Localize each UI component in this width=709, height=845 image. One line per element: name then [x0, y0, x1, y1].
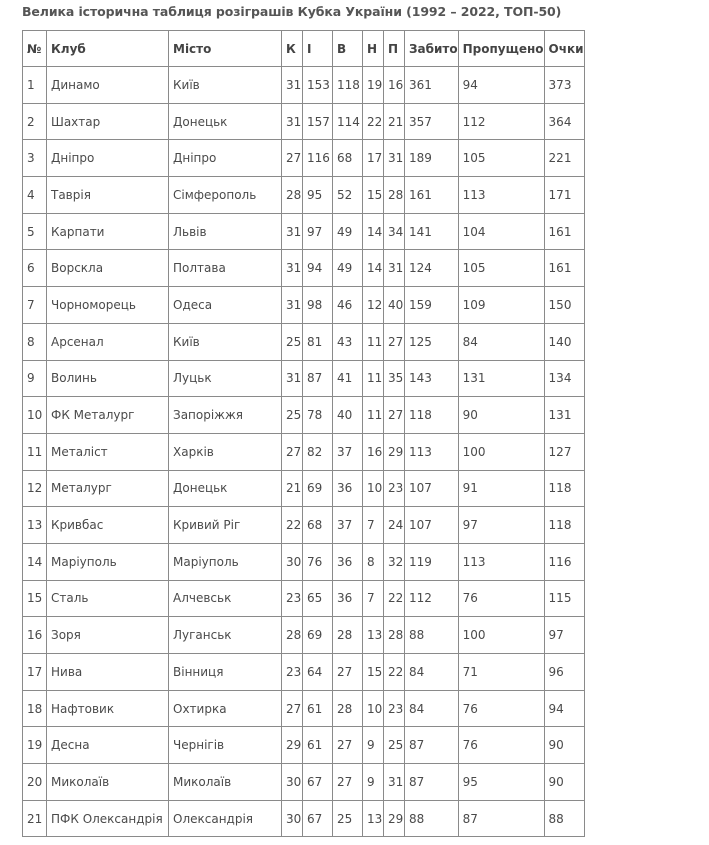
cell-goals-for: 87	[405, 727, 459, 764]
header-club: Клуб	[47, 31, 169, 67]
cell-draws: 19	[363, 67, 384, 104]
cell-wins: 43	[333, 323, 363, 360]
cell-points: 131	[544, 397, 584, 434]
cell-draws: 22	[363, 103, 384, 140]
cell-rank: 10	[23, 397, 47, 434]
cell-goals-against: 84	[458, 323, 544, 360]
cell-points: 90	[544, 764, 584, 801]
cell-wins: 25	[333, 800, 363, 837]
table-row	[23, 433, 585, 470]
cell-rank: 12	[23, 470, 47, 507]
cell-points: 127	[544, 433, 584, 470]
cell-losses: 29	[384, 800, 405, 837]
cell-games: 78	[303, 397, 333, 434]
cell-rank: 13	[23, 507, 47, 544]
cell-losses: 22	[384, 654, 405, 691]
cell-losses: 28	[384, 177, 405, 214]
cell-city: Донецьк	[169, 470, 282, 507]
cell-wins: 52	[333, 177, 363, 214]
cell-club: Нива	[47, 654, 169, 691]
cell-cups: 30	[282, 800, 303, 837]
cell-city: Луцьк	[169, 360, 282, 397]
table-row	[23, 470, 585, 507]
standings-table	[22, 30, 585, 837]
cell-points: 134	[544, 360, 584, 397]
cell-games: 61	[303, 690, 333, 727]
cell-wins: 41	[333, 360, 363, 397]
header-row	[23, 31, 585, 67]
cell-points: 118	[544, 507, 584, 544]
cell-draws: 14	[363, 250, 384, 287]
cell-losses: 23	[384, 470, 405, 507]
cell-goals-for: 141	[405, 213, 459, 250]
cell-club: ПФК Олександрія	[47, 800, 169, 837]
cell-rank: 17	[23, 654, 47, 691]
cell-goals-against: 87	[458, 800, 544, 837]
header-goals-for: Забито	[405, 31, 459, 67]
cell-club: Сталь	[47, 580, 169, 617]
header-city: Місто	[169, 31, 282, 67]
table-row	[23, 323, 585, 360]
cell-wins: 46	[333, 287, 363, 324]
cell-draws: 11	[363, 323, 384, 360]
cell-club: Арсенал	[47, 323, 169, 360]
page-title: Велика історична таблиця розіграшів Кубка України (1992 – 2022, ТОП-50)	[22, 4, 562, 19]
cell-losses: 28	[384, 617, 405, 654]
cell-points: 96	[544, 654, 584, 691]
table-row	[23, 764, 585, 801]
cell-wins: 49	[333, 213, 363, 250]
cell-goals-against: 104	[458, 213, 544, 250]
cell-losses: 24	[384, 507, 405, 544]
cell-club: Таврія	[47, 177, 169, 214]
cell-points: 118	[544, 470, 584, 507]
cell-rank: 1	[23, 67, 47, 104]
cell-goals-against: 109	[458, 287, 544, 324]
cell-draws: 12	[363, 287, 384, 324]
cell-goals-for: 87	[405, 764, 459, 801]
cell-wins: 49	[333, 250, 363, 287]
header-wins: В	[333, 31, 363, 67]
cell-goals-against: 76	[458, 690, 544, 727]
table-row	[23, 397, 585, 434]
cell-cups: 29	[282, 727, 303, 764]
cell-wins: 118	[333, 67, 363, 104]
table-row	[23, 177, 585, 214]
cell-rank: 20	[23, 764, 47, 801]
cell-games: 67	[303, 764, 333, 801]
cell-draws: 10	[363, 470, 384, 507]
cell-goals-against: 76	[458, 580, 544, 617]
cell-draws: 11	[363, 360, 384, 397]
cell-goals-for: 88	[405, 800, 459, 837]
cell-points: 221	[544, 140, 584, 177]
cell-cups: 28	[282, 177, 303, 214]
cell-city: Олександрія	[169, 800, 282, 837]
cell-goals-against: 113	[458, 543, 544, 580]
cell-goals-for: 88	[405, 617, 459, 654]
cell-rank: 3	[23, 140, 47, 177]
cell-cups: 31	[282, 213, 303, 250]
cell-goals-for: 84	[405, 654, 459, 691]
cell-games: 97	[303, 213, 333, 250]
cell-club: Миколаїв	[47, 764, 169, 801]
cell-games: 64	[303, 654, 333, 691]
cell-games: 65	[303, 580, 333, 617]
cell-goals-against: 90	[458, 397, 544, 434]
cell-draws: 13	[363, 800, 384, 837]
cell-club: ФК Металург	[47, 397, 169, 434]
cell-wins: 27	[333, 654, 363, 691]
cell-draws: 7	[363, 580, 384, 617]
table-body	[23, 67, 585, 837]
cell-points: 88	[544, 800, 584, 837]
table-row	[23, 287, 585, 324]
cell-losses: 35	[384, 360, 405, 397]
cell-points: 115	[544, 580, 584, 617]
cell-cups: 31	[282, 250, 303, 287]
cell-goals-against: 94	[458, 67, 544, 104]
cell-city: Вінниця	[169, 654, 282, 691]
cell-club: Чорноморець	[47, 287, 169, 324]
cell-losses: 31	[384, 250, 405, 287]
cell-goals-against: 105	[458, 250, 544, 287]
table-row	[23, 800, 585, 837]
cell-city: Миколаїв	[169, 764, 282, 801]
cell-goals-for: 118	[405, 397, 459, 434]
cell-club: Нафтовик	[47, 690, 169, 727]
cell-wins: 27	[333, 764, 363, 801]
cell-goals-against: 113	[458, 177, 544, 214]
cell-goals-for: 124	[405, 250, 459, 287]
table-row	[23, 507, 585, 544]
cell-rank: 5	[23, 213, 47, 250]
cell-draws: 9	[363, 727, 384, 764]
cell-cups: 30	[282, 543, 303, 580]
header-losses: П	[384, 31, 405, 67]
cell-cups: 25	[282, 323, 303, 360]
cell-losses: 31	[384, 764, 405, 801]
cell-city: Харків	[169, 433, 282, 470]
cell-city: Одеса	[169, 287, 282, 324]
cell-goals-against: 100	[458, 617, 544, 654]
cell-wins: 37	[333, 433, 363, 470]
cell-draws: 13	[363, 617, 384, 654]
cell-city: Охтирка	[169, 690, 282, 727]
cell-rank: 8	[23, 323, 47, 360]
table-row	[23, 617, 585, 654]
cell-points: 94	[544, 690, 584, 727]
cell-games: 76	[303, 543, 333, 580]
cell-city: Сімферополь	[169, 177, 282, 214]
cell-wins: 27	[333, 727, 363, 764]
cell-cups: 27	[282, 140, 303, 177]
cell-club: Шахтар	[47, 103, 169, 140]
cell-city: Полтава	[169, 250, 282, 287]
table-row	[23, 580, 585, 617]
cell-goals-against: 76	[458, 727, 544, 764]
cell-goals-for: 107	[405, 470, 459, 507]
cell-games: 98	[303, 287, 333, 324]
cell-rank: 4	[23, 177, 47, 214]
cell-goals-for: 84	[405, 690, 459, 727]
cell-goals-for: 143	[405, 360, 459, 397]
cell-losses: 29	[384, 433, 405, 470]
cell-rank: 2	[23, 103, 47, 140]
table-row	[23, 654, 585, 691]
cell-points: 97	[544, 617, 584, 654]
cell-goals-for: 119	[405, 543, 459, 580]
table-row	[23, 250, 585, 287]
header-games: І	[303, 31, 333, 67]
cell-cups: 23	[282, 580, 303, 617]
cell-losses: 34	[384, 213, 405, 250]
cell-draws: 7	[363, 507, 384, 544]
cell-draws: 11	[363, 397, 384, 434]
table-row	[23, 690, 585, 727]
cell-rank: 9	[23, 360, 47, 397]
cell-points: 364	[544, 103, 584, 140]
cell-draws: 17	[363, 140, 384, 177]
cell-games: 82	[303, 433, 333, 470]
cell-games: 153	[303, 67, 333, 104]
cell-draws: 14	[363, 213, 384, 250]
cell-points: 140	[544, 323, 584, 360]
table-row	[23, 543, 585, 580]
cell-draws: 9	[363, 764, 384, 801]
cell-city: Кривий Ріг	[169, 507, 282, 544]
cell-goals-against: 112	[458, 103, 544, 140]
cell-games: 68	[303, 507, 333, 544]
cell-club: Кривбас	[47, 507, 169, 544]
cell-club: Ворскла	[47, 250, 169, 287]
cell-cups: 31	[282, 360, 303, 397]
cell-cups: 30	[282, 764, 303, 801]
cell-losses: 27	[384, 397, 405, 434]
cell-club: Маріуполь	[47, 543, 169, 580]
cell-losses: 23	[384, 690, 405, 727]
cell-goals-for: 189	[405, 140, 459, 177]
cell-goals-for: 107	[405, 507, 459, 544]
cell-wins: 114	[333, 103, 363, 140]
cell-city: Київ	[169, 67, 282, 104]
table-row	[23, 140, 585, 177]
cell-wins: 28	[333, 617, 363, 654]
header-goals-against: Пропущено	[458, 31, 544, 67]
cell-draws: 15	[363, 177, 384, 214]
cell-rank: 7	[23, 287, 47, 324]
cell-wins: 28	[333, 690, 363, 727]
cell-city: Львів	[169, 213, 282, 250]
header-cups: К	[282, 31, 303, 67]
cell-losses: 27	[384, 323, 405, 360]
cell-goals-against: 95	[458, 764, 544, 801]
cell-points: 161	[544, 213, 584, 250]
cell-goals-against: 97	[458, 507, 544, 544]
cell-rank: 21	[23, 800, 47, 837]
cell-club: Металург	[47, 470, 169, 507]
cell-city: Алчевськ	[169, 580, 282, 617]
cell-losses: 22	[384, 580, 405, 617]
cell-cups: 31	[282, 103, 303, 140]
cell-rank: 18	[23, 690, 47, 727]
cell-cups: 27	[282, 433, 303, 470]
cell-wins: 36	[333, 470, 363, 507]
cell-losses: 32	[384, 543, 405, 580]
cell-goals-against: 91	[458, 470, 544, 507]
table-row	[23, 360, 585, 397]
cell-points: 150	[544, 287, 584, 324]
cell-cups: 31	[282, 67, 303, 104]
cell-city: Запоріжжя	[169, 397, 282, 434]
cell-games: 87	[303, 360, 333, 397]
cell-rank: 6	[23, 250, 47, 287]
header-points: Очки	[544, 31, 584, 67]
cell-points: 171	[544, 177, 584, 214]
cell-goals-for: 361	[405, 67, 459, 104]
cell-points: 161	[544, 250, 584, 287]
table-row	[23, 213, 585, 250]
cell-city: Київ	[169, 323, 282, 360]
cell-draws: 16	[363, 433, 384, 470]
cell-club: Карпати	[47, 213, 169, 250]
cell-goals-against: 71	[458, 654, 544, 691]
cell-city: Луганськ	[169, 617, 282, 654]
cell-goals-against: 131	[458, 360, 544, 397]
header-rank: №	[23, 31, 47, 67]
cell-draws: 10	[363, 690, 384, 727]
cell-cups: 25	[282, 397, 303, 434]
cell-city: Дніпро	[169, 140, 282, 177]
cell-games: 61	[303, 727, 333, 764]
cell-games: 95	[303, 177, 333, 214]
cell-cups: 21	[282, 470, 303, 507]
cell-goals-for: 357	[405, 103, 459, 140]
cell-points: 90	[544, 727, 584, 764]
cell-points: 116	[544, 543, 584, 580]
cell-club: Зоря	[47, 617, 169, 654]
header-draws: Н	[363, 31, 384, 67]
cell-cups: 22	[282, 507, 303, 544]
cell-goals-for: 112	[405, 580, 459, 617]
cell-cups: 31	[282, 287, 303, 324]
cell-wins: 40	[333, 397, 363, 434]
cell-club: Динамо	[47, 67, 169, 104]
cell-losses: 31	[384, 140, 405, 177]
cell-cups: 27	[282, 690, 303, 727]
cell-games: 67	[303, 800, 333, 837]
cell-draws: 8	[363, 543, 384, 580]
table-row	[23, 727, 585, 764]
cell-city: Чернігів	[169, 727, 282, 764]
cell-rank: 14	[23, 543, 47, 580]
cell-losses: 21	[384, 103, 405, 140]
cell-wins: 36	[333, 580, 363, 617]
cell-city: Донецьк	[169, 103, 282, 140]
cell-losses: 40	[384, 287, 405, 324]
cell-points: 373	[544, 67, 584, 104]
cell-cups: 28	[282, 617, 303, 654]
cell-cups: 23	[282, 654, 303, 691]
table-row	[23, 103, 585, 140]
cell-games: 81	[303, 323, 333, 360]
cell-wins: 37	[333, 507, 363, 544]
cell-games: 94	[303, 250, 333, 287]
cell-goals-against: 100	[458, 433, 544, 470]
cell-games: 69	[303, 470, 333, 507]
cell-draws: 15	[363, 654, 384, 691]
cell-rank: 15	[23, 580, 47, 617]
cell-games: 157	[303, 103, 333, 140]
cell-games: 69	[303, 617, 333, 654]
cell-wins: 68	[333, 140, 363, 177]
cell-goals-for: 125	[405, 323, 459, 360]
cell-club: Дніпро	[47, 140, 169, 177]
cell-goals-for: 161	[405, 177, 459, 214]
cell-goals-for: 113	[405, 433, 459, 470]
cell-club: Волинь	[47, 360, 169, 397]
cell-goals-against: 105	[458, 140, 544, 177]
cell-rank: 16	[23, 617, 47, 654]
cell-goals-for: 159	[405, 287, 459, 324]
cell-games: 116	[303, 140, 333, 177]
cell-club: Металіст	[47, 433, 169, 470]
cell-wins: 36	[333, 543, 363, 580]
table-row	[23, 67, 585, 104]
cell-club: Десна	[47, 727, 169, 764]
cell-losses: 16	[384, 67, 405, 104]
cell-city: Маріуполь	[169, 543, 282, 580]
cell-rank: 19	[23, 727, 47, 764]
cell-losses: 25	[384, 727, 405, 764]
cell-rank: 11	[23, 433, 47, 470]
